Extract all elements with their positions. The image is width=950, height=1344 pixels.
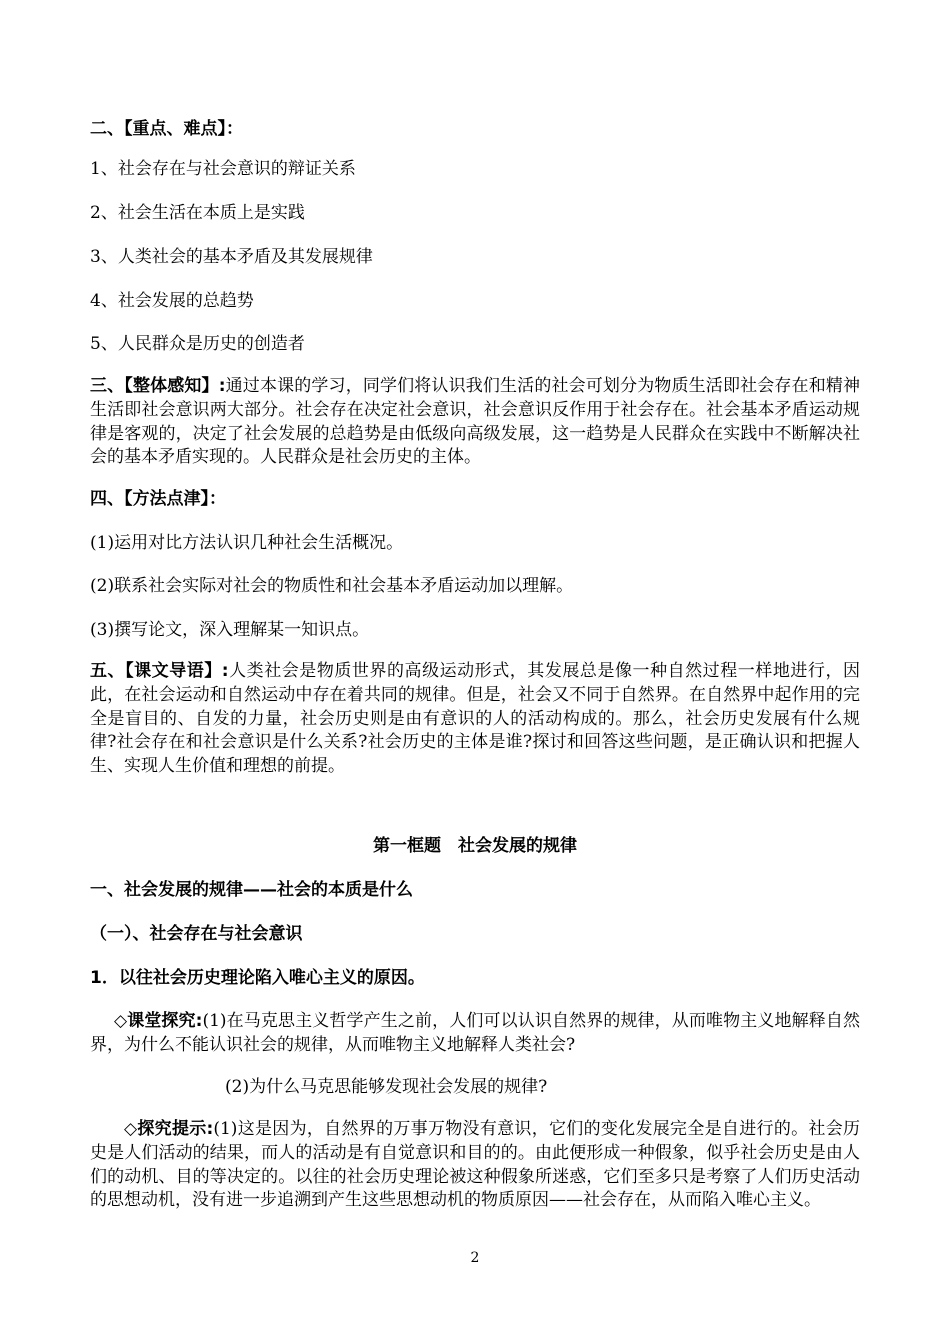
inquiry-hint-paragraph [90, 1118, 860, 1213]
overview-text: 通过本课的学习，同学们将认识我们生活的社会可划分为物质生活即社会存在和精神生活即社会意识两大部分。社会存在决定社会意识，社会意识反作用于社会存在。社会基本矛盾运动规律是客观的，决定了社会发展的总趋势是由低级向高级发展，这一趋势是人民群众在实践中不断解决社会的基本矛盾实现的。人民群众是社会历史的主体。 [90, 376, 860, 468]
overview-label: 三、【整体感知】: [90, 376, 226, 396]
inquiry-hint-label: ◇探究提示: [124, 1119, 214, 1139]
list-item: 1、社会存在与社会意识的辩证关系 [90, 159, 356, 179]
list-item: 2、社会生活在本质上是实践 [90, 203, 305, 223]
page-number: 2 [470, 1250, 480, 1266]
list-item: (1)运用对比方法认识几种社会生活概况。 [90, 533, 404, 553]
overview-paragraph [90, 375, 860, 470]
list-item: 5、人民群众是历史的创造者 [90, 334, 305, 354]
lesson-heading-1: 一、社会发展的规律——社会的本质是什么 [90, 880, 413, 900]
intro-label: 五、【课文导语】: [90, 661, 229, 681]
section-heading-key-points: 二、【重点、难点】： [90, 119, 243, 139]
section-heading-methods: 四、【方法点津】： [90, 489, 226, 509]
inquiry-hint-text: (1)这是因为，自然界的万事万物没有意识，它们的变化发展完全是自进行的。社会历史是人们活动的结果，而人的活动是有自觉意识和目的的。由此便形成一种假象，似乎社会历史是由人们的动机、目的等决定的。以往的社会历史理论被这种假象所迷惑，它们至多只是考察了人们历史活动的思想动机，没有进一步追溯到产生这些思想动机的物质原因——社会存在，从而陷入唯心主义。 [90, 1119, 860, 1211]
class-inquiry-label: ◇课堂探究: [114, 1011, 203, 1031]
list-item: 4、社会发展的总趋势 [90, 291, 254, 311]
list-item: 3、人类社会的基本矛盾及其发展规律 [90, 247, 373, 267]
class-inquiry-question-2: (2)为什么马克思能够发现社会发展的规律? [225, 1077, 548, 1097]
lesson-heading-3: 1．以往社会历史理论陷入唯心主义的原因。 [90, 968, 425, 988]
lesson-heading-2: （一）、社会存在与社会意识 [90, 924, 303, 944]
lesson-title: 第一框题 社会发展的规律 [373, 836, 577, 856]
intro-text: 人类社会是物质世界的高级运动形式，其发展总是像一种自然过程一样地进行，因此，在社会运动和自然运动中存在着共同的规律。但是，社会又不同于自然界。在自然界中起作用的完全是盲目的、自发的力量，社会历史则是由有意识的人的活动构成的。那么，社会历史发展有什么规律?社会存在和社会意识是什么关系?社会历史的主体是谁?探讨和回答这些问题，是正确认识和把握人生、实现人生价值和理想的前提。 [90, 661, 860, 777]
list-item: (3)撰写论文，深入理解某一知识点。 [90, 620, 370, 640]
list-item: (2)联系社会实际对社会的物质性和社会基本矛盾运动加以理解。 [90, 576, 574, 596]
class-inquiry-question-1: (1)在马克思主义哲学产生之前，人们可以认识自然界的规律，从而唯物主义地解释自然界，为什么不能认识社会的规律，从而唯物主义地解释人类社会? [90, 1011, 860, 1055]
intro-paragraph [90, 660, 860, 779]
class-inquiry-paragraph [90, 1010, 860, 1058]
